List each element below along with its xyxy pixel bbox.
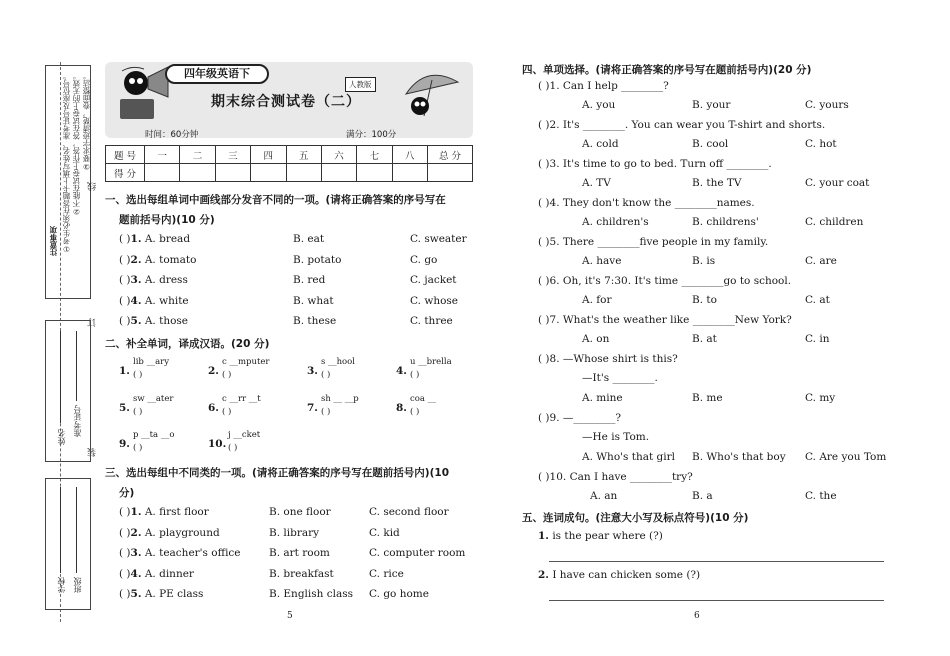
score-cell: 三	[215, 146, 250, 164]
answer-paren[interactable]: ( )	[538, 412, 550, 424]
section4-question: ( )5. There ________five people in my family.	[538, 236, 769, 248]
notice-line: ①考生必须在答题卡上填写姓名、准考证号及座位号。	[62, 72, 71, 254]
answer-paren[interactable]: ( )	[119, 506, 131, 518]
word: sh __ __p	[321, 394, 359, 404]
option-b: B. breakfast	[269, 568, 334, 580]
word: j __cket	[228, 430, 261, 440]
answer-paren[interactable]: ( )	[538, 353, 550, 365]
score-input[interactable]	[251, 164, 286, 182]
answer-paren[interactable]: ( )	[538, 80, 550, 92]
option-c: C. second floor	[369, 506, 449, 518]
section3-item: ( )5. A. PE class	[119, 588, 204, 600]
option-a: A. Who's that girl	[582, 451, 676, 463]
score-cell: 题 号	[106, 146, 145, 164]
section5-title: 五、连词成句。(注意大小写及标点符号)(10 分)	[522, 512, 749, 524]
name-field[interactable]	[60, 331, 61, 423]
section3-item: ( )3. A. teacher's office	[119, 547, 241, 559]
option-c: C. Are you Tom	[805, 451, 887, 463]
notice-label: 注意事项	[49, 226, 58, 256]
mascot-umbrella-icon	[396, 66, 466, 126]
word-order-item: 1. is the pear where (?)	[538, 530, 663, 542]
translation-paren[interactable]: ( )	[410, 407, 420, 417]
notice-box	[45, 65, 91, 299]
option-c: C. three	[410, 315, 453, 327]
page-number-left: 5	[287, 611, 293, 621]
option-b: B. me	[692, 392, 723, 404]
full-score: 满分：100分	[346, 130, 397, 140]
series-label: 四年级英语下	[165, 64, 269, 84]
option-b: B. is	[692, 255, 716, 267]
option-b: B. eat	[293, 233, 325, 245]
option-c: C. yours	[805, 99, 849, 111]
score-input[interactable]	[286, 164, 321, 182]
word: c __rr __t	[222, 394, 261, 404]
translation-paren[interactable]: ( )	[321, 407, 331, 417]
option-c: C. children	[805, 216, 864, 228]
binding-label: 订	[88, 318, 98, 327]
section4-title: 四、单项选择。(请将正确答案的序号写在题前括号内)(20 分)	[522, 64, 812, 76]
option-c: C. whose	[410, 295, 459, 307]
option-c: C. at	[805, 294, 830, 306]
score-cell: 七	[357, 146, 392, 164]
answer-paren[interactable]: ( )	[538, 158, 550, 170]
word: c __mputer	[222, 357, 270, 367]
name-box	[45, 320, 91, 462]
word: lib __ary	[133, 357, 170, 367]
option-a: A. mine	[582, 392, 623, 404]
score-input[interactable]	[428, 164, 473, 182]
answer-paren[interactable]: ( )	[119, 547, 131, 559]
option-a: A. for	[582, 294, 612, 306]
section4-question: ( )10. Can I have ________try?	[538, 471, 693, 483]
answer-paren[interactable]: ( )	[119, 254, 131, 266]
option-c: C. go home	[369, 588, 429, 600]
section4-question: ( )7. What's the weather like ________New York?	[538, 314, 792, 326]
answer-paren[interactable]: ( )	[538, 197, 550, 209]
section1-item: ( )4. A. white	[119, 295, 189, 307]
word: p __ta __o	[133, 430, 175, 440]
answer-paren[interactable]: ( )	[119, 527, 131, 539]
section3-item: ( )2. A. playground	[119, 527, 220, 539]
score-cell: 五	[286, 146, 321, 164]
translation-paren[interactable]: ( )	[222, 370, 232, 380]
section4-question: ( )6. Oh, it's 7:30. It's time ________go to school.	[538, 275, 792, 287]
score-input[interactable]	[321, 164, 356, 182]
option-b: B. Who's that boy	[692, 451, 786, 463]
answer-paren[interactable]: ( )	[538, 471, 550, 483]
translation-paren[interactable]: ( )	[321, 370, 331, 380]
section1-item: ( )3. A. dress	[119, 274, 188, 286]
answer-paren[interactable]: ( )	[538, 275, 550, 287]
answer-line[interactable]	[549, 561, 884, 562]
answer-line[interactable]	[549, 600, 884, 601]
score-input[interactable]	[357, 164, 392, 182]
word: s __hool	[321, 357, 355, 367]
edition-badge: 人教版	[345, 77, 376, 92]
score-cell: 总 分	[428, 146, 473, 164]
dialogue-line: —He is Tom.	[582, 431, 650, 443]
translation-paren[interactable]: ( )	[228, 443, 238, 453]
score-cell: 六	[321, 146, 356, 164]
score-table-score-row	[106, 164, 473, 182]
section4-question: ( )4. They don't know the ________names.	[538, 197, 755, 209]
binding-label: 线	[88, 182, 98, 191]
option-c: C. hot	[805, 138, 837, 150]
option-c: C. computer room	[369, 547, 466, 559]
section4-question: ( )1. Can I help ________?	[538, 80, 669, 92]
translation-paren[interactable]: ( )	[133, 443, 143, 453]
exam-time: 时间：60分钟	[145, 130, 199, 140]
school-label: 学校	[57, 577, 66, 593]
option-c: C. rice	[369, 568, 404, 580]
answer-paren[interactable]: ( )	[119, 568, 131, 580]
option-b: B. library	[269, 527, 320, 539]
exam-no-field[interactable]	[76, 331, 77, 401]
option-b: B. English class	[269, 588, 354, 600]
option-a: A. on	[582, 333, 610, 345]
answer-paren[interactable]: ( )	[538, 119, 550, 131]
class-field[interactable]	[76, 487, 77, 573]
option-b: B. a	[692, 490, 713, 502]
score-input[interactable]	[215, 164, 250, 182]
option-c: C. my	[805, 392, 836, 404]
section3-item: ( )1. A. first floor	[119, 506, 209, 518]
section1-item: ( )1. A. bread	[119, 233, 191, 245]
word: sw __ater	[133, 394, 174, 404]
option-b: B. red	[293, 274, 326, 286]
section4-question: ( )9. —________?	[538, 412, 622, 424]
option-c: C. in	[805, 333, 830, 345]
section1-item: ( )5. A. those	[119, 315, 189, 327]
option-c: C. go	[410, 254, 438, 266]
score-cell: 一	[145, 146, 180, 164]
section3-title-cont: 分)	[119, 487, 135, 499]
option-c: C. sweater	[410, 233, 467, 245]
option-a: A. children's	[582, 216, 649, 228]
page-number-right: 6	[694, 611, 700, 621]
option-c: C. jacket	[410, 274, 457, 286]
section1-title: 一、选出每组单词中画线部分发音不同的一项。(请将正确答案的序号写在	[105, 194, 446, 206]
option-c: C. your coat	[805, 177, 870, 189]
notice-line: ②不能在试卷上作答，答在试卷上的无效。	[72, 72, 81, 216]
translation-paren[interactable]: ( )	[222, 407, 232, 417]
translation-paren[interactable]: ( )	[133, 370, 143, 380]
score-cell: 得 分	[106, 164, 145, 182]
option-b: B. cool	[692, 138, 729, 150]
exam-no-label: 准考证号	[73, 405, 82, 437]
word-order-item: 2. I have can chicken some (?)	[538, 569, 701, 581]
score-cell: 八	[392, 146, 427, 164]
option-a: A. cold	[582, 138, 619, 150]
option-b: B. art room	[269, 547, 330, 559]
answer-paren[interactable]: ( )	[538, 314, 550, 326]
answer-paren[interactable]: ( )	[119, 588, 131, 600]
section1-title-cont: 题前括号内)(10 分)	[119, 214, 215, 226]
answer-paren[interactable]: ( )	[119, 233, 131, 245]
dialogue-line: —It's ________.	[582, 372, 658, 384]
section3-item: ( )4. A. dinner	[119, 568, 194, 580]
option-b: B. potato	[293, 254, 342, 266]
score-cell: 二	[180, 146, 215, 164]
section3-title: 三、选出每组中不同类的一项。(请将正确答案的序号写在题前括号内)(10	[105, 467, 450, 479]
school-field[interactable]	[60, 487, 61, 573]
notice-line: ③要求字迹清楚，卷面整洁。	[82, 72, 91, 171]
section4-question: ( )3. It's time to go to bed. Turn off ________.	[538, 158, 772, 170]
option-b: B. the TV	[692, 177, 742, 189]
section4-question: ( )8. —Whose shirt is this?	[538, 353, 678, 365]
option-a: A. an	[590, 490, 618, 502]
score-input[interactable]	[180, 164, 215, 182]
page-title: 期末综合测试卷（二）	[211, 94, 361, 110]
school-box	[45, 478, 91, 610]
option-c: C. the	[805, 490, 837, 502]
option-c: C. are	[805, 255, 837, 267]
section2-title: 二、补全单词，译成汉语。(20 分)	[105, 338, 270, 350]
section4-question: ( )2. It's ________. You can wear you T-shirt and shorts.	[538, 119, 826, 131]
score-input[interactable]	[392, 164, 427, 182]
option-c: C. kid	[369, 527, 400, 539]
option-a: A. you	[582, 99, 616, 111]
option-b: B. one floor	[269, 506, 331, 518]
option-b: B. at	[692, 333, 717, 345]
section1-item: ( )2. A. tomato	[119, 254, 197, 266]
word: coa __	[410, 394, 437, 404]
answer-paren[interactable]: ( )	[119, 274, 131, 286]
option-b: B. to	[692, 294, 717, 306]
answer-paren[interactable]: ( )	[119, 295, 131, 307]
score-table-header-row	[106, 146, 473, 164]
word: u __brella	[410, 357, 452, 367]
answer-paren[interactable]: ( )	[119, 315, 131, 327]
option-b: B. these	[293, 315, 337, 327]
binding-label: 装	[88, 448, 98, 457]
translation-paren[interactable]: ( )	[133, 407, 143, 417]
option-a: A. have	[582, 255, 622, 267]
name-label: 姓名	[57, 429, 66, 445]
score-table	[105, 145, 473, 182]
class-label: 班级	[73, 577, 82, 593]
score-input[interactable]	[145, 164, 180, 182]
option-b: B. what	[293, 295, 334, 307]
translation-paren[interactable]: ( )	[410, 370, 420, 380]
option-b: B. your	[692, 99, 731, 111]
answer-paren[interactable]: ( )	[538, 236, 550, 248]
option-a: A. TV	[582, 177, 611, 189]
score-cell: 四	[251, 146, 286, 164]
option-b: B. childrens'	[692, 216, 759, 228]
